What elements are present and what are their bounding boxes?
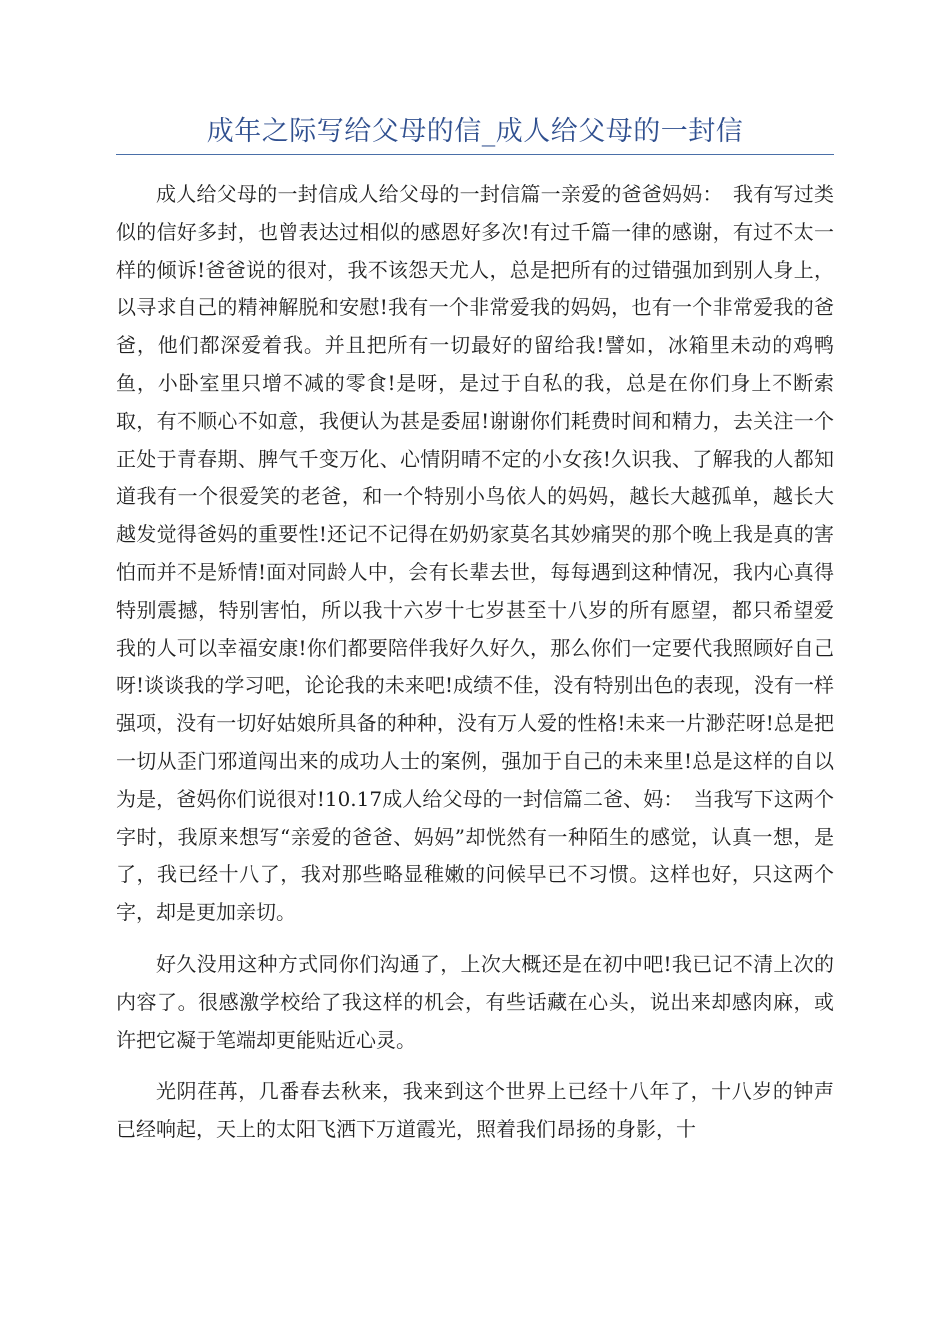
title-underline [116, 154, 834, 155]
paragraph-3: 光阴荏苒，几番春去秋来，我来到这个世界上已经十八年了，十八岁的钟声已经响起，天上的太阳飞洒下万道霞光，照着我们昂扬的身影，十 [116, 1079, 834, 1142]
document-title: 成年之际写给父母的信_成人给父母的一封信 [206, 116, 744, 147]
paragraph-1: 成人给父母的一封信成人给父母的一封信篇一亲爱的爸爸妈妈： 我有写过类似的信好多封，也曾表达过相似的感恩好多次!有过千篇一律的感谢，有过不太一样的倾诉!爸爸说的很对，我不该怨天尤人，总是把所有的过错强加到别人身上，以寻求自己的精神解脱和安慰!我有一个非常爱我的妈妈，也有一个非常爱我的爸爸，他们都深爱着我。并且把所有一切最好的留给我!譬如，冰箱里未动的鸡鸭鱼，小卧室里只增不减的零食!是呀，是过于自私的我，总是在你们身上不断索取，有不顺心不如意，我便认为甚是委屈!谢谢你们耗费时间和精力，去关注一个正处于青春期、脾气千变万化、心情阴晴不定的小女孩!久识我、了解我的人都知道我有一个很爱笑的老爸，和一个特别小鸟依人的妈妈，越长大越孤单，越长大越发觉得爸妈的重要性!还记不记得在奶奶家莫名其妙痛哭的那个晚上我是真的害怕而并不是矫情!面对同龄人中，会有长辈去世，每每遇到这种情况，我内心真得特别震撼，特别害怕，所以我十六岁十七岁甚至十八岁的所有愿望，都只希望爱我的人可以幸福安康!你们都要陪伴我好久好久，那么你们一定要代我照顾好自己呀!谈谈我的学习吧，论论我的未来吧!成绩不佳，没有特别出色的表现，没有一样强项，没有一切好姑娘所具备的种种，没有万人爱的性格!未来一片渺茫呀!总是把一切从歪门邪道闯出来的成功人士的案例，强加于自己的未来里!总是这样的自以为是，爸妈你们说很对!10.17成人给父母的一封信篇二爸、妈： 当我写下这两个字时，我原来想写“亲爱的爸爸、妈妈”却恍然有一种陌生的感觉，认真一想，是了，我已经十八了，我对那些略显稚嫩的问候早已不习惯。这样也好，只这两个字，却是更加亲切。 [116, 182, 834, 925]
document-body [116, 176, 834, 1163]
paragraph-2: 好久没用这种方式同你们沟通了，上次大概还是在初中吧!我已记不清上次的内容了。很感激学校给了我这样的机会，有些话藏在心头，说出来却感肉麻，或许把它凝于笔端却更能贴近心灵。 [116, 951, 834, 1052]
